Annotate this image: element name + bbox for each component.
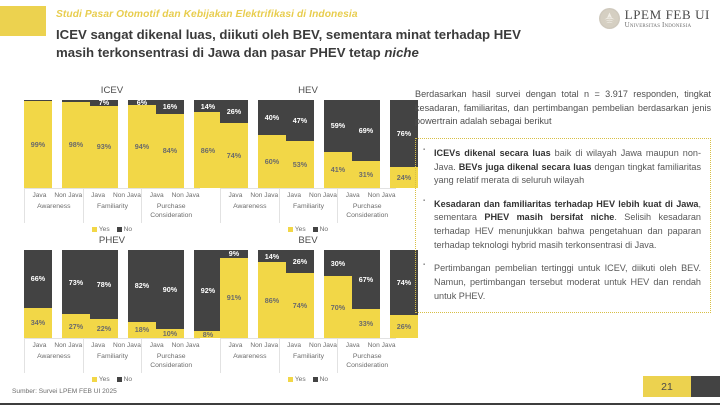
legend-label: Yes: [98, 376, 110, 383]
axis-group-label: Purchase Consideration: [346, 203, 389, 219]
axis-region-label: Non Java: [309, 342, 337, 349]
bullet-text: , sementara: [434, 198, 701, 223]
bar-segment-no: 6%: [128, 100, 156, 105]
axis-region-label: Java: [228, 192, 243, 199]
axis-group-label: Purchase Consideration: [346, 353, 389, 369]
stacked-bar: [352, 100, 380, 188]
bar-segment-yes: 74%: [286, 273, 314, 338]
axis-group: [280, 189, 339, 223]
logo-secondary-text: Universitas Indonesia: [624, 21, 692, 29]
bar-segment-yes: 53%: [286, 141, 314, 188]
bar-group: [220, 250, 286, 338]
plot-area: [24, 100, 216, 188]
bar-segment-no: 14%: [258, 250, 286, 262]
axis-region-label: Java: [91, 342, 106, 349]
axis-group-label: Awareness: [37, 203, 71, 210]
legend-label: No: [319, 376, 329, 383]
page-title-emphasis: niche: [384, 44, 419, 60]
chart-title: PHEV: [98, 235, 126, 246]
logo-primary-text: LPEM FEB UI: [624, 7, 710, 22]
bullet-emphasis: ICEVs dikenal secara luas: [434, 147, 551, 158]
insights-list: [423, 147, 701, 303]
axis-region-label: Java: [32, 192, 47, 199]
bullet-emphasis: PHEV masih bersifat niche: [484, 212, 615, 223]
axis-group-label: Familiarity: [97, 203, 128, 210]
bullet-text: baik di wilayah Jawa maupun non-Java.: [434, 147, 701, 172]
bar-segment-yes: 41%: [324, 152, 352, 188]
axis-group: [24, 339, 84, 373]
stacked-bar: [220, 100, 248, 188]
bar-segment-no: 67%: [352, 250, 380, 309]
bar-segment-no: 30%: [324, 250, 352, 276]
bar-segment-no: 59%: [324, 100, 352, 152]
bullet-text: dengan tingkat familiaritas yang relatif merata di seluruh wilayah: [434, 161, 701, 186]
stacked-bar: [390, 100, 418, 188]
stacked-bar: [220, 250, 248, 338]
bar-segment-yes: 70%: [324, 276, 352, 338]
bar-group: [286, 100, 352, 188]
bar-group: [90, 250, 156, 338]
bar-segment-no: 66%: [24, 250, 52, 308]
stacked-bar: [258, 250, 286, 338]
axis-region-row: [25, 191, 83, 200]
chart-axis: [220, 188, 396, 223]
bar-segment-yes: 18%: [128, 322, 156, 338]
bar-segment-yes: 22%: [90, 319, 118, 338]
axis-region-row: [221, 341, 279, 350]
bar-segment-no: 14%: [194, 100, 222, 112]
axis-group-label: Awareness: [233, 353, 267, 360]
bar-segment-yes: 98%: [62, 102, 90, 188]
stacked-bar: [62, 250, 90, 338]
axis-group: [338, 339, 396, 373]
axis-region-row: [338, 341, 396, 350]
stacked-bar: [90, 250, 118, 338]
bar-segment-yes: 8%: [194, 331, 222, 338]
page-title-line2: masih terkonsentrasi di Jawa dan pasar PHEV tetap: [56, 44, 385, 60]
intro-paragraph: Berdasarkan hasil survei dengan total n = 3.917 responden, tingkat kesadaran, familiaritas, dan pertimbangan pembelian berdasarkan jenis powertrain adalah sebagai berikut: [415, 89, 711, 127]
page-title: [56, 26, 576, 61]
chart-icev: [14, 84, 216, 234]
axis-region-label: Non Java: [367, 342, 396, 349]
stacked-bar: [24, 250, 52, 338]
bar-segment-yes: 31%: [352, 161, 380, 188]
page-title-line1: ICEV sangat dikenal luas, diikuti oleh BEV, sementara minat terhadap HEV: [56, 27, 521, 42]
stacked-bar: [156, 100, 184, 188]
legend-item-yes: [288, 226, 306, 233]
axis-region-label: Non Java: [309, 192, 337, 199]
right-panel: [415, 88, 711, 313]
axis-group-label: Familiarity: [293, 203, 324, 210]
plot-area: [220, 100, 412, 188]
axis-group: [142, 189, 200, 223]
bar-group: [352, 100, 418, 188]
chart-legend: [210, 226, 406, 233]
stacked-bar: [286, 100, 314, 188]
axis-group: [84, 189, 143, 223]
axis-group-label: Purchase Consideration: [150, 353, 193, 369]
axis-region-label: Java: [149, 192, 164, 199]
axis-region-row: [84, 341, 142, 350]
chart-title: ICEV: [100, 85, 124, 96]
axis-region-label: Non Java: [113, 192, 141, 199]
axis-group: [220, 189, 280, 223]
axis-region-label: Non Java: [54, 342, 83, 349]
bar-segment-no: 16%: [156, 100, 184, 114]
chart-axis: [220, 338, 396, 373]
stacked-bar: [390, 250, 418, 338]
bar-segment-yes: 10%: [156, 329, 184, 338]
chart-hev: [210, 84, 412, 234]
axis-region-row: [338, 191, 396, 200]
chart-axis: [24, 188, 200, 223]
bar-segment-yes: 24%: [390, 167, 418, 188]
axis-region-label: Non Java: [113, 342, 141, 349]
bar-segment-no: 26%: [220, 100, 248, 123]
plot-area: [220, 250, 412, 338]
legend-swatch-icon: [92, 227, 97, 232]
stacked-bar: [156, 250, 184, 338]
legend-item-yes: [288, 376, 306, 383]
bar-segment-no: 26%: [286, 250, 314, 273]
bullet-emphasis: Kesadaran dan familiaritas terhadap HEV lebih kuat di Jawa: [434, 198, 699, 209]
stacked-bar: [62, 100, 90, 188]
legend-swatch-icon: [288, 377, 293, 382]
axis-group-label: Familiarity: [293, 353, 324, 360]
axis-group-label: Awareness: [233, 203, 267, 210]
axis-region-label: Non Java: [171, 192, 200, 199]
legend-item-yes: [92, 376, 110, 383]
legend-label: No: [319, 226, 329, 233]
header-accent-block: [0, 6, 46, 36]
axis-group: [84, 339, 143, 373]
bar-segment-no: 73%: [62, 250, 90, 314]
bar-segment-yes: 34%: [24, 308, 52, 338]
bar-segment-no: 90%: [156, 250, 184, 329]
axis-region-row: [142, 191, 200, 200]
bar-segment-no: 47%: [286, 100, 314, 141]
plot-area: [24, 250, 216, 338]
page-dark-block: [691, 376, 720, 397]
axis-group: [220, 339, 280, 373]
bar-segment-yes: 74%: [220, 123, 248, 188]
chart-bev: [210, 234, 412, 384]
insight-bullet: [423, 262, 701, 303]
bar-segment-yes: 33%: [352, 309, 380, 338]
chart-phev: [14, 234, 216, 384]
legend-label: Yes: [294, 376, 306, 383]
bullet-text: . Selisih kesadaran terhadap HEV menunjukkan bahwa pengetahuan dan paparan terhadap teknologi hybrid masih terkonsentrasi di Java.: [434, 212, 701, 250]
legend-swatch-icon: [313, 377, 318, 382]
axis-group: [338, 189, 396, 223]
bar-group: [220, 100, 286, 188]
chart-title: BEV: [298, 235, 318, 246]
bar-segment-yes: 27%: [62, 314, 90, 338]
stacked-bar: [286, 250, 314, 338]
legend-item-no: [313, 226, 328, 233]
axis-region-label: Java: [287, 342, 302, 349]
bullet-emphasis: BEVs juga dikenal secara luas: [458, 161, 592, 172]
axis-region-label: Non Java: [250, 342, 279, 349]
axis-region-label: Java: [228, 342, 243, 349]
bar-segment-no: 78%: [90, 250, 118, 319]
legend-swatch-icon: [92, 377, 97, 382]
stacked-bar: [324, 250, 352, 338]
legend-swatch-icon: [117, 227, 122, 232]
axis-region-row: [280, 341, 338, 350]
legend-label: Yes: [98, 226, 110, 233]
stacked-bar: [258, 100, 286, 188]
axis-region-label: Non Java: [171, 342, 200, 349]
bar-segment-yes: 26%: [390, 315, 418, 338]
insight-bullet: [423, 198, 701, 253]
axis-region-label: Java: [345, 192, 360, 199]
axis-group-label: Awareness: [37, 353, 71, 360]
bar-segment-yes: 86%: [194, 112, 222, 188]
axis-region-label: Non Java: [367, 192, 396, 199]
charts-grid: [14, 84, 412, 384]
chart-legend: [14, 226, 210, 233]
stacked-bar: [128, 250, 156, 338]
chart-legend: [210, 376, 406, 383]
stacked-bar: [128, 100, 156, 188]
source-note: Sumber: Survei LPEM FEB UI 2025: [12, 388, 117, 395]
bar-group: [90, 100, 156, 188]
axis-region-row: [142, 341, 200, 350]
axis-group: [280, 339, 339, 373]
bar-segment-no: 7%: [90, 100, 118, 106]
page-number: 21: [643, 376, 691, 397]
axis-group: [142, 339, 200, 373]
bar-segment-yes: 60%: [258, 135, 286, 188]
stacked-bar: [324, 100, 352, 188]
legend-swatch-icon: [313, 227, 318, 232]
legend-item-no: [117, 376, 132, 383]
bar-group: [286, 250, 352, 338]
legend-swatch-icon: [288, 227, 293, 232]
axis-region-row: [280, 191, 338, 200]
axis-region-label: Java: [91, 192, 106, 199]
logo-text: [625, 8, 710, 29]
axis-region-label: Java: [149, 342, 164, 349]
bar-segment-yes: 99%: [24, 101, 52, 188]
chart-axis: [24, 338, 200, 373]
legend-item-yes: [92, 226, 110, 233]
legend-item-no: [313, 376, 328, 383]
axis-region-label: Non Java: [250, 192, 279, 199]
chart-legend: [14, 376, 210, 383]
bar-segment-no: 76%: [390, 100, 418, 167]
bar-segment-yes: 84%: [156, 114, 184, 188]
axis-group: [24, 189, 84, 223]
axis-region-row: [221, 191, 279, 200]
bar-segment-no: 40%: [258, 100, 286, 135]
bullet-text: Pertimbangan pembelian tertinggi untuk ICEV, diikuti oleh BEV. Namun, pertimbangan tersebut moderat untuk HEV dan rendah untuk PHEV.: [434, 263, 701, 301]
axis-region-label: Java: [287, 192, 302, 199]
bar-group: [24, 250, 90, 338]
axis-region-row: [84, 191, 142, 200]
bar-segment-no: 9%: [220, 250, 248, 258]
chart-title: HEV: [298, 85, 318, 96]
insight-bullet: [423, 147, 701, 188]
bar-segment-no: 74%: [390, 250, 418, 315]
logo: [599, 8, 710, 29]
axis-region-row: [25, 341, 83, 350]
kicker-text: Studi Pasar Otomotif dan Kebijakan Elektrifikasi di Indonesia: [56, 9, 358, 20]
legend-swatch-icon: [117, 377, 122, 382]
axis-region-label: Java: [345, 342, 360, 349]
university-crest-icon: [599, 8, 620, 29]
page-number-block: [643, 376, 720, 397]
bar-segment-yes: 94%: [128, 105, 156, 188]
bar-segment-no: 69%: [352, 100, 380, 161]
legend-item-no: [117, 226, 132, 233]
bar-group: [352, 250, 418, 338]
legend-label: No: [123, 226, 133, 233]
legend-label: Yes: [294, 226, 306, 233]
legend-label: No: [123, 376, 133, 383]
axis-region-label: Non Java: [54, 192, 83, 199]
stacked-bar: [90, 100, 118, 188]
bar-segment-yes: 93%: [90, 106, 118, 188]
bar-group: [24, 100, 90, 188]
bar-segment-no: 92%: [194, 250, 222, 331]
stacked-bar: [352, 250, 380, 338]
axis-group-label: Purchase Consideration: [150, 203, 193, 219]
insights-callout: [415, 138, 711, 313]
bar-segment-yes: 91%: [220, 258, 248, 338]
stacked-bar: [24, 100, 52, 188]
bar-segment-yes: 86%: [258, 262, 286, 338]
axis-group-label: Familiarity: [97, 353, 128, 360]
axis-region-label: Java: [32, 342, 47, 349]
bar-segment-no: 82%: [128, 250, 156, 322]
